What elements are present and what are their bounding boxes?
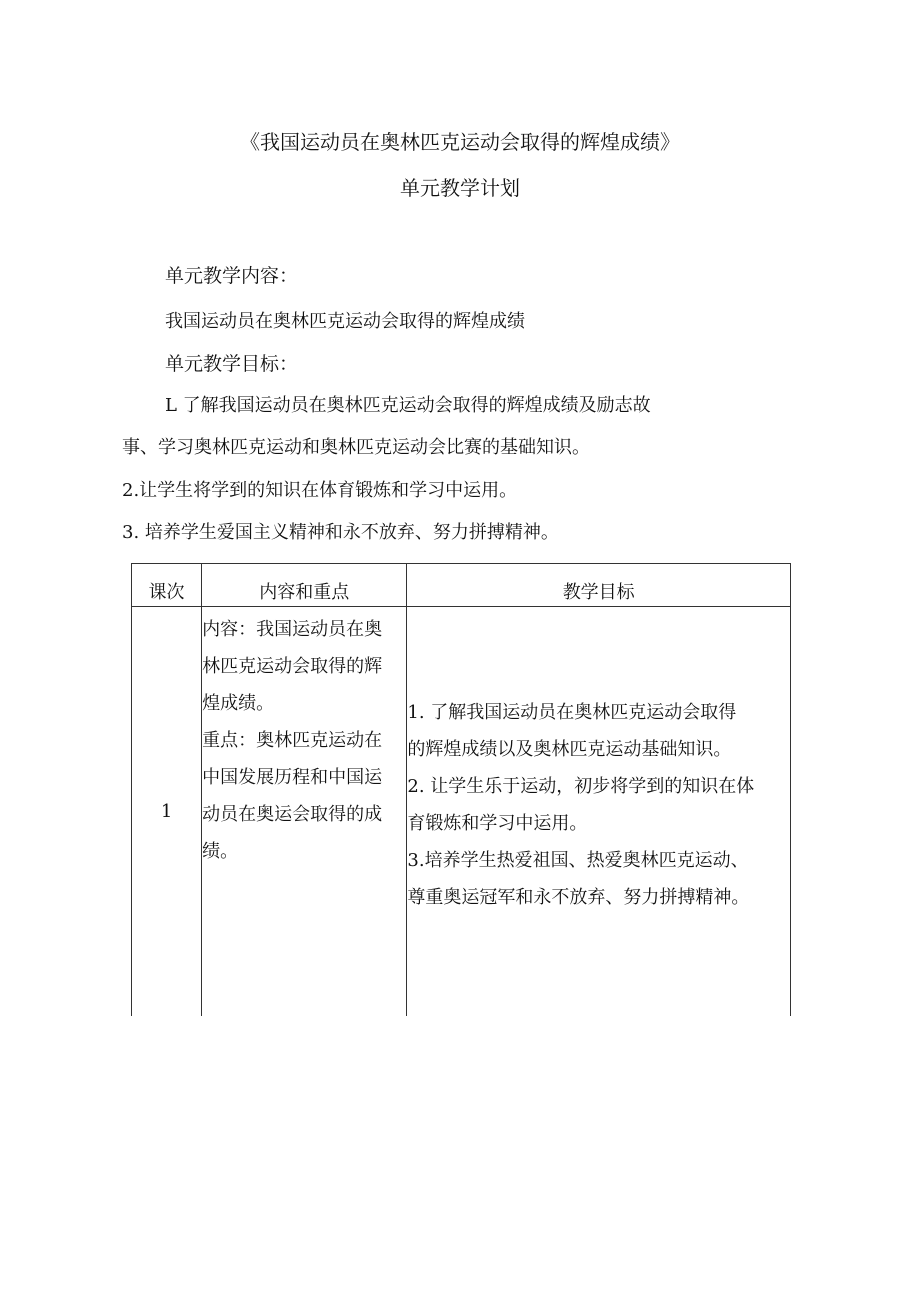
goal-3: 3. 培养学生爱国主义精神和永不放弃、努力拼搏精神。 (122, 522, 559, 543)
goal-2: 2.让学生将学到的知识在体育锻炼和学习中运用。 (122, 480, 518, 501)
objective-line: 的辉煌成绩以及奥林匹克运动基础知识。 (407, 739, 732, 760)
content-line: 中国发展历程和中国运 (202, 767, 383, 788)
table-header-row (132, 564, 791, 607)
objective-line: 1. 了解我国运动员在奥林匹克运动会取得 (407, 702, 737, 723)
header-objective: 教学目标 (407, 564, 791, 607)
lesson-number-cell: 1 (132, 607, 202, 1017)
unit-content-label: 单元教学内容： (165, 265, 299, 287)
objective-cell (407, 607, 791, 1017)
content-line: 林匹克运动会取得的辉 (202, 656, 383, 677)
header-lesson: 课次 (132, 564, 202, 607)
content-line: 煌成绩。 (202, 693, 275, 714)
goal-1-line-1: L 了解我国运动员在奥林匹克运动会取得的辉煌成绩及励志故 (165, 395, 651, 416)
objective-line: 育锻炼和学习中运用。 (407, 813, 588, 834)
lesson-plan-table (131, 563, 791, 1016)
objective-line: 3.培养学生热爱祖国、热爱奥林匹克运动、 (407, 850, 749, 871)
unit-content-text: 我国运动员在奥林匹克运动会取得的辉煌成绩 (165, 311, 525, 332)
objective-line: 2. 让学生乐于运动，初步将学到的知识在体 (407, 776, 755, 797)
document-title: 《我国运动员在奥林匹克运动会取得的辉煌成绩》 (240, 130, 680, 154)
unit-goal-label: 单元教学目标： (165, 353, 299, 375)
content-line: 绩。 (202, 841, 239, 862)
document-subtitle: 单元教学计划 (400, 176, 520, 200)
objective-line: 尊重奥运冠军和永不放弃、努力拼搏精神。 (407, 887, 750, 908)
content-cell (202, 607, 407, 1017)
table-row (132, 607, 791, 1017)
content-line: 内容：我国运动员在奥 (202, 619, 383, 640)
header-content: 内容和重点 (202, 564, 407, 607)
goal-1-line-2: 事、学习奥林匹克运动和奥林匹克运动会比赛的基础知识。 (122, 437, 590, 458)
content-line: 重点：奥林匹克运动在 (202, 730, 383, 751)
content-line: 动员在奥运会取得的成 (202, 804, 383, 825)
